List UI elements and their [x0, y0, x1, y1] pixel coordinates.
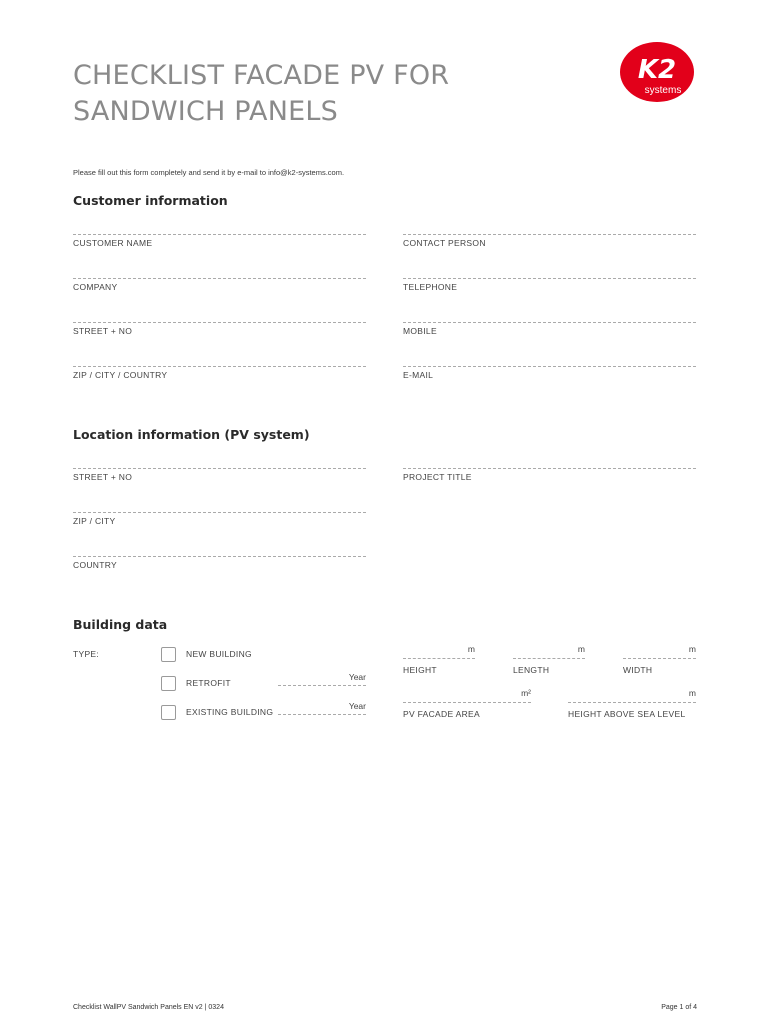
location-country-input-line[interactable]	[73, 549, 366, 557]
telephone-input-line[interactable]	[403, 271, 696, 279]
length-label: LENGTH	[513, 665, 550, 675]
k2-systems-logo	[615, 40, 699, 104]
telephone-label: TELEPHONE	[403, 282, 458, 292]
building-section-heading: Building data	[73, 617, 168, 632]
location-zip-city-input-line[interactable]	[73, 505, 366, 513]
facade-area-unit: m²	[521, 688, 531, 698]
customer-name-input-line[interactable]	[73, 227, 366, 235]
zip-city-country-field[interactable]	[73, 359, 366, 380]
height-input-line[interactable]	[403, 655, 475, 659]
length-field[interactable]	[513, 644, 585, 675]
mobile-field[interactable]	[403, 315, 696, 336]
contact-person-label: CONTACT PERSON	[403, 238, 486, 248]
width-label: WIDTH	[623, 665, 653, 675]
email-field[interactable]	[403, 359, 696, 380]
zip-city-country-input-line[interactable]	[73, 359, 366, 367]
project-title-label: PROJECT TITLE	[403, 472, 472, 482]
customer-name-field[interactable]	[73, 227, 366, 248]
existing-building-checkbox[interactable]	[161, 705, 176, 720]
existing-year-input-line[interactable]	[278, 711, 366, 715]
retrofit-year-input-line[interactable]	[278, 682, 366, 686]
length-input-line[interactable]	[513, 655, 585, 659]
logo-k2-text: K2	[637, 55, 677, 85]
length-unit: m	[577, 644, 585, 654]
project-title-field[interactable]	[403, 461, 696, 482]
location-country-field[interactable]	[73, 549, 366, 570]
facade-area-input-line[interactable]	[403, 699, 531, 703]
street-field[interactable]	[73, 315, 366, 336]
company-input-line[interactable]	[73, 271, 366, 279]
height-above-sea-input-line[interactable]	[568, 699, 696, 703]
existing-year-field[interactable]	[278, 701, 366, 715]
location-street-input-line[interactable]	[73, 461, 366, 469]
height-unit: m	[467, 644, 475, 654]
email-input-line[interactable]	[403, 359, 696, 367]
facade-area-field[interactable]	[403, 688, 531, 719]
location-street-field[interactable]	[73, 461, 366, 482]
type-label: TYPE:	[73, 649, 100, 659]
height-above-sea-field[interactable]	[568, 688, 696, 719]
contact-person-input-line[interactable]	[403, 227, 696, 235]
width-input-line[interactable]	[623, 655, 696, 659]
location-street-label: STREET + NO	[73, 472, 133, 482]
page-title: CHECKLIST FACADE PV FOR SANDWICH PANELS	[73, 60, 450, 127]
retrofit-year-field[interactable]	[278, 672, 366, 686]
email-label: E-MAIL	[403, 370, 434, 380]
height-field[interactable]	[403, 644, 475, 675]
footer-page-number: Page 1 of 4	[661, 1004, 697, 1011]
company-field[interactable]	[73, 271, 366, 292]
telephone-field[interactable]	[403, 271, 696, 292]
mobile-input-line[interactable]	[403, 315, 696, 323]
retrofit-checkbox[interactable]	[161, 676, 176, 691]
street-label: STREET + NO	[73, 326, 133, 336]
width-field[interactable]	[623, 644, 696, 675]
project-title-input-line[interactable]	[403, 461, 696, 469]
new-building-label: NEW BUILDING	[186, 649, 252, 659]
customer-name-label: CUSTOMER NAME	[73, 238, 153, 248]
intro-text: Please fill out this form completely and send it by e-mail to info@k2-systems.com.	[73, 168, 345, 177]
customer-section-heading: Customer information	[73, 193, 228, 208]
logo-systems-text: systems	[644, 85, 682, 96]
location-section-heading: Location information (PV system)	[73, 427, 310, 442]
height-above-sea-unit: m	[688, 688, 696, 698]
location-zip-city-field[interactable]	[73, 505, 366, 526]
location-country-label: COUNTRY	[73, 560, 117, 570]
existing-building-label: EXISTING BUILDING	[186, 707, 274, 717]
height-label: HEIGHT	[403, 665, 437, 675]
footer-document-id: Checklist WallPV Sandwich Panels EN v2 | 0324	[73, 1004, 224, 1011]
new-building-checkbox[interactable]	[161, 647, 176, 662]
contact-person-field[interactable]	[403, 227, 696, 248]
retrofit-year-unit: Year	[348, 672, 366, 682]
zip-city-country-label: ZIP / CITY / COUNTRY	[73, 370, 168, 380]
location-zip-city-label: ZIP / CITY	[73, 516, 116, 526]
height-above-sea-label: HEIGHT ABOVE SEA LEVEL	[568, 709, 686, 719]
existing-year-unit: Year	[348, 701, 366, 711]
company-label: COMPANY	[73, 282, 118, 292]
mobile-label: MOBILE	[403, 326, 437, 336]
facade-area-label: PV FACADE AREA	[403, 709, 480, 719]
retrofit-label: RETROFIT	[186, 678, 231, 688]
width-unit: m	[688, 644, 696, 654]
street-input-line[interactable]	[73, 315, 366, 323]
